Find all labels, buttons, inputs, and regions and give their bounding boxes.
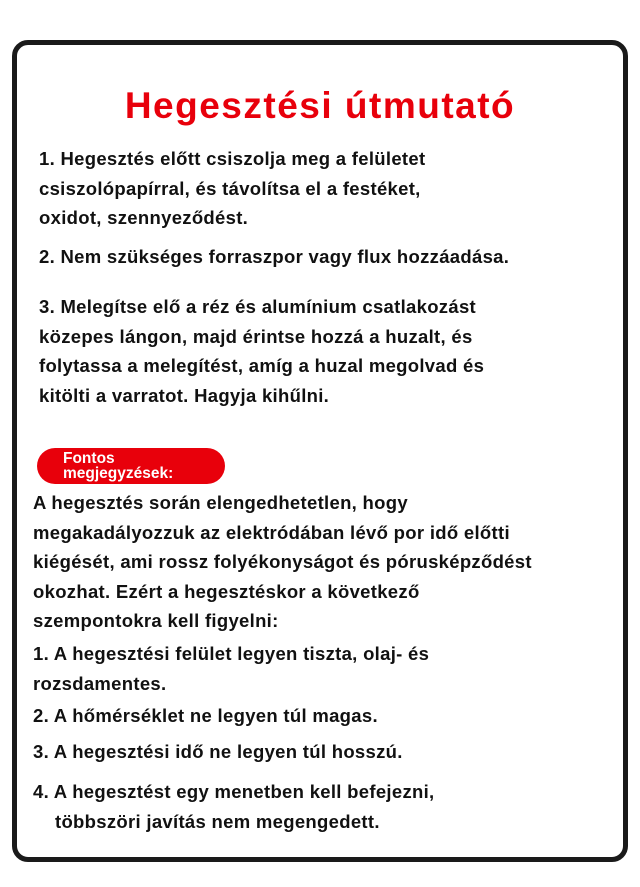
step-1-line: 1. Hegesztés előtt csiszolja meg a felületet <box>39 148 426 169</box>
step-2-line: 2. Nem szükséges forraszpor vagy flux hozzáadása. <box>39 246 510 267</box>
notes-badge <box>37 448 225 484</box>
note-item-2 <box>33 701 378 731</box>
notes-badge-line: Fontos <box>63 450 115 467</box>
step-1 <box>39 144 425 233</box>
notes-intro-line: A hegesztés során elengedhetetlen, hogy <box>33 492 408 513</box>
step-1-line: csiszolópapírral, és távolítsa el a festéket, <box>39 177 421 199</box>
note-item-4-line: többszöri javítás nem megengedett. <box>55 810 380 832</box>
step-3-line: kitölti a varratot. Hagyja kihűlni. <box>39 384 330 406</box>
step-3-line: folytassa a melegítést, amíg a huzal megolvad és <box>39 355 485 376</box>
notes-badge-line: megjegyzések: <box>63 465 174 482</box>
step-3 <box>39 292 484 410</box>
step-2 <box>39 242 509 272</box>
note-item-2-line: 2. A hőmérséklet ne legyen túl magas. <box>33 705 378 726</box>
notes-intro-line: szempontokra kell figyelni: <box>33 610 279 631</box>
step-1-line: oxidot, szennyeződést. <box>39 207 249 228</box>
note-item-1-line: rozsdamentes. <box>33 672 167 694</box>
note-item-4 <box>33 777 434 836</box>
notes-intro-line: okozhat. Ezért a hegesztéskor a következő <box>33 580 420 602</box>
step-3-line: közepes lángon, majd érintse hozzá a huzalt, és <box>39 325 473 347</box>
notes-intro-line: megakadályozzuk az elektródában lévő por idő előtti <box>33 521 510 543</box>
note-item-3-line: 3. A hegesztési idő ne legyen túl hosszú. <box>33 741 403 762</box>
instruction-card <box>12 40 628 862</box>
step-3-line: 3. Melegítse elő a réz és alumínium csatlakozást <box>39 296 476 317</box>
note-item-4-line: 4. A hegesztést egy menetben kell befejezni, <box>33 781 435 802</box>
notes-intro <box>33 488 532 636</box>
note-item-1 <box>33 639 429 698</box>
note-item-1-line: 1. A hegesztési felület legyen tiszta, olaj- és <box>33 643 430 664</box>
notes-intro-line: kiégését, ami rossz folyékonyságot és pórusképződést <box>33 551 532 572</box>
page-title: Hegesztési útmutató <box>124 85 516 126</box>
note-item-3 <box>33 737 403 767</box>
